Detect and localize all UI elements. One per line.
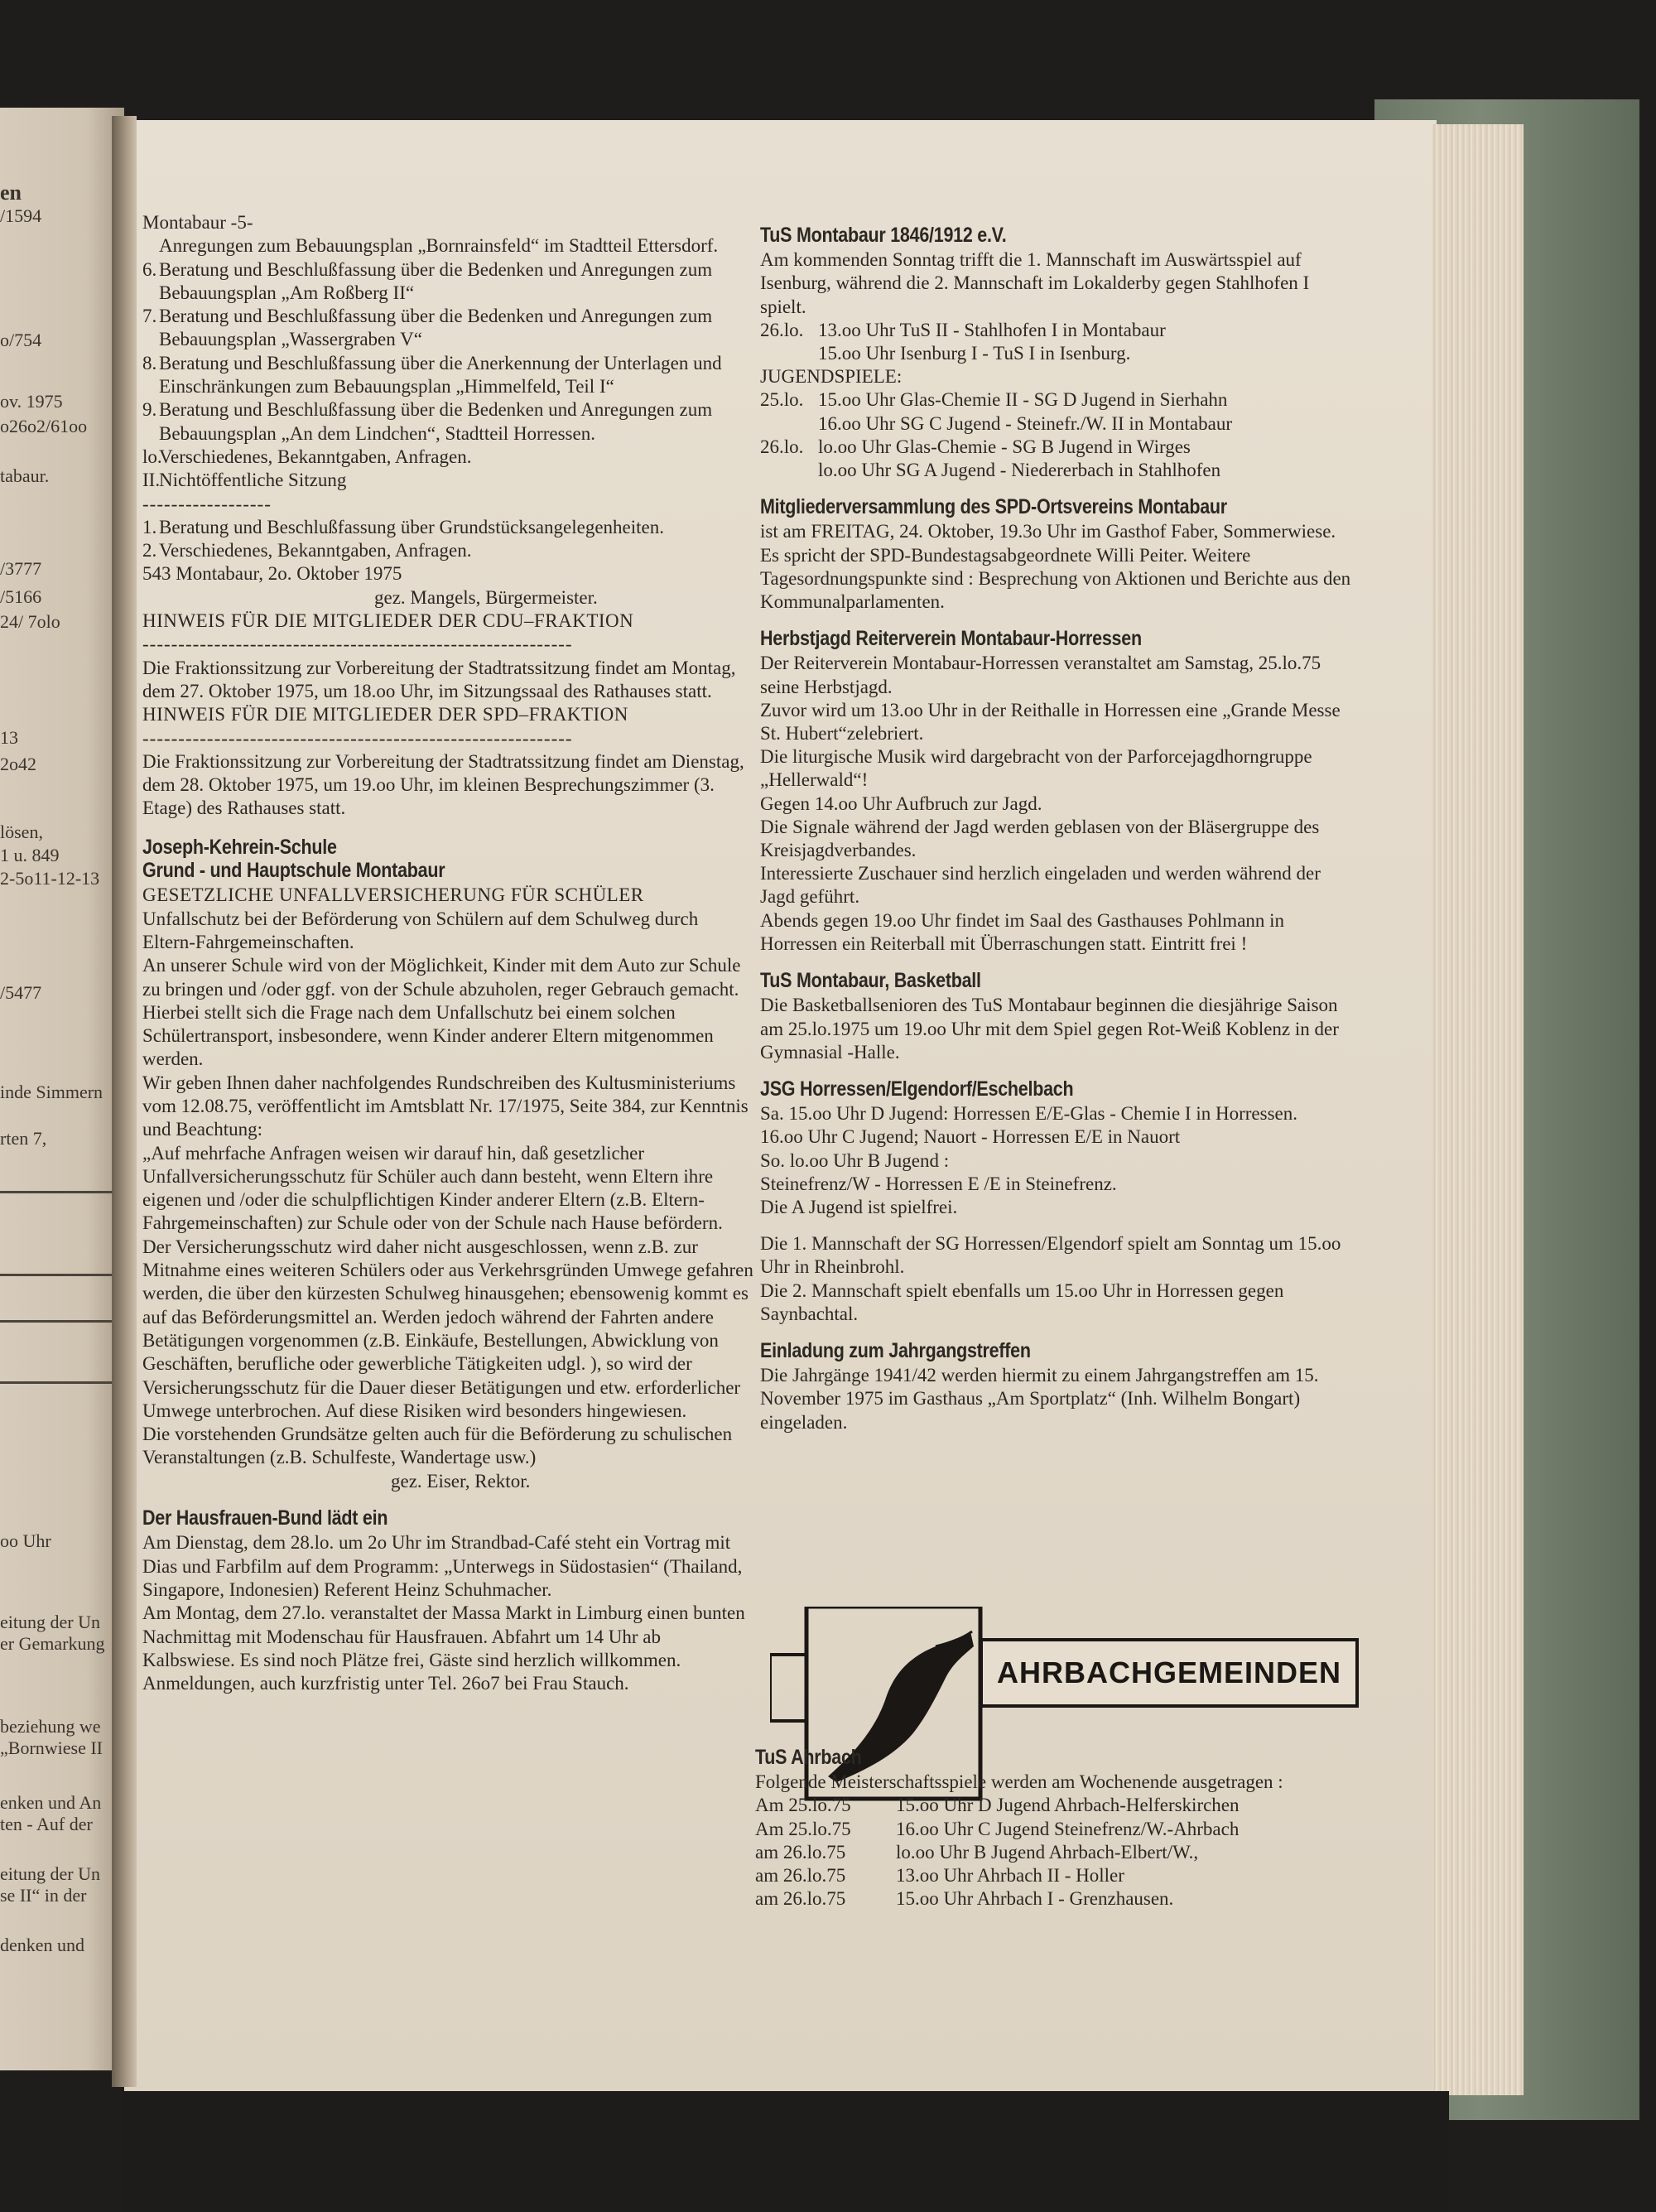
hausfrauen-paragraph: Am Dienstag, dem 28.lo. um 2o Uhr im Strandbad-Café steht ein Vortrag mit Dias und Farbfilm auf dem Programm: „Unterwegs in Südostasien“ (Thailand, Singapore, Indonesien) Referent Heinz Schuhmacher.	[142, 1532, 743, 1600]
schedule-entry: 15.oo Uhr Isenburg I - TuS I in Isenburg.	[818, 343, 1131, 364]
left-fragment: en	[0, 181, 22, 205]
montabaur-agenda	[142, 211, 755, 610]
scan-bottom-border	[124, 2091, 1449, 2212]
herbstjagd-line: Gegen 14.oo Uhr Aufbruch zur Jagd.	[760, 793, 1042, 814]
left-fragment: eitung der Un	[0, 1863, 100, 1884]
cdu-text: Die Fraktionssitzung zur Vorbereitung der Stadtratssitzung findet am Montag, dem 27. Oktober 1975, um 18.oo Uhr, im Sitzungssaal des Rathauses statt.	[142, 657, 736, 701]
jahrgang-title: Einladung zum Jahrgangstreffen	[760, 1338, 1031, 1362]
agenda-page-title: Montabaur -5-	[142, 212, 253, 233]
tus-montabaur-schedule	[760, 319, 1356, 365]
kehrein-paragraph: Wir geben Ihnen daher nachfolgendes Rundschreiben des Kultusministeriums vom 12.08.75, veröffentlicht im Amtsblatt Nr. 17/1975, Seite 384, zur Kenntnis und Beachtung:	[142, 1072, 749, 1140]
tus-montabaur-intro: Am kommenden Sonntag trifft die 1. Mannschaft im Auswärtsspiel auf Isenburg, während die 2. Mannschaft im Lokalderby gegen Stahlhofen I spielt.	[760, 249, 1310, 317]
schedule-date	[760, 412, 810, 436]
left-divider	[0, 1274, 124, 1276]
tus-ahrbach-schedule	[755, 1794, 1351, 1911]
agenda-item-text: Verschiedenes, Bekanntgaben, Anfragen.	[159, 540, 472, 561]
schedule-entry: lo.oo Uhr B Jugend Ahrbach-Elbert/W.,	[896, 1841, 1199, 1863]
tus-montabaur-article	[760, 224, 1356, 482]
jahrgang-text: Die Jahrgänge 1941/42 werden hiermit zu einem Jahrgangstreffen am 15. November 1975 im Gasthaus „Am Sportplatz“ (Inh. Wilhelm Bongart) eingeladen.	[760, 1365, 1319, 1433]
agenda-item	[142, 352, 755, 399]
tus-ahrbach-intro: Folgende Meisterschaftsspiele werden am Wochenende ausgetragen :	[755, 1771, 1283, 1793]
kehrein-article	[142, 836, 755, 1493]
agenda-item	[142, 258, 755, 306]
left-fragment: beziehung we	[0, 1716, 101, 1737]
kehrein-paragraph: Unfallschutz bei der Beförderung von Schülern auf dem Schulweg durch Eltern-Fahrgemeinschaften.	[142, 908, 699, 952]
agenda-item-number: II.	[142, 470, 161, 491]
left-fragment: lösen,	[0, 822, 43, 842]
basketball-article	[760, 969, 1356, 1064]
left-fragment: o/754	[0, 330, 42, 350]
left-fragment: o26o2/61oo	[0, 416, 88, 436]
agenda-item	[142, 446, 755, 469]
herbstjagd-line: Abends gegen 19.oo Uhr findet im Saal des Gasthauses Pohlmann in Horressen ein Reiterball mit Überraschungen statt. Eintritt frei !	[760, 909, 1285, 954]
left-divider	[0, 1320, 124, 1323]
spd-heading: HINWEIS FÜR DIE MITGLIEDER DER SPD–FRAKTION	[142, 704, 628, 725]
left-column	[142, 211, 755, 1695]
kehrein-subtitle-school: Grund - und Hauptschule Montabaur	[142, 859, 445, 883]
agenda-separator: ------------------	[142, 493, 272, 514]
hausfrauen-paragraph: Am Montag, dem 27.lo. veranstaltet der Massa Markt in Limburg einen bunten Nachmittag mit Modenschau für Hausfrauen. Abfahrt um 14 Uhr ab Kalbswiese. Es sind noch Plätze frei, Gäste sind herzlich willkommen. Anmeldungen, auch kurzfristig unter Tel. 26o7 bei Frau Stauch.	[142, 1602, 745, 1694]
left-fragment: 1 u. 849	[0, 845, 60, 865]
left-fragment: se II“ in der	[0, 1885, 87, 1906]
agenda-item-number: 7.	[142, 306, 157, 327]
agenda-place-date: 543 Montabaur, 2o. Oktober 1975	[142, 563, 402, 585]
herbstjagd-line: Die liturgische Musik wird dargebracht von der Parforcejagdhorngruppe „Hellerwald“!	[760, 746, 1312, 791]
agenda-signature: gez. Mangels, Bürgermeister.	[374, 586, 598, 608]
left-fragment: „Bornwiese II	[0, 1737, 104, 1758]
book-gutter	[112, 116, 137, 2087]
left-fragment: tabaur.	[0, 465, 50, 486]
agenda-item	[142, 398, 755, 446]
schedule-entry: 15.oo Uhr D Jugend Ahrbach-Helferskirchen	[896, 1795, 1240, 1816]
spd-underline: ------------------------------------------------------------	[142, 727, 573, 749]
basketball-title: TuS Montabaur, Basketball	[760, 969, 981, 993]
spd-notice	[142, 703, 755, 820]
agenda-item-number: lo.	[142, 446, 162, 467]
cdu-underline: ------------------------------------------------------------	[142, 634, 573, 655]
kehrein-paragraph: Die vorstehenden Grundsätze gelten auch für die Beförderung zu schulischen Veranstaltungen (z.B. Schulfeste, Wandertage usw.)	[142, 1424, 733, 1468]
herbstjagd-line: Der Reiterverein Montabaur-Horressen veranstaltet am Samstag, 25.lo.75 seine Herbstjagd.	[760, 653, 1321, 697]
jsg-line: Steinefrenz/W - Horressen E /E in Steinefrenz.	[760, 1173, 1117, 1194]
schedule-entry: 13.oo Uhr TuS II - Stahlhofen I in Montabaur	[818, 319, 1166, 340]
agenda-item-text: Anregungen zum Bebauungsplan „Bornrainsfeld“ im Stadtteil Ettersdorf.	[159, 235, 719, 257]
agenda-item-number: 1.	[142, 516, 157, 537]
schedule-date: 26.lo.	[760, 436, 804, 457]
tus-ahrbach-article	[755, 1746, 1351, 1911]
herbstjagd-line: Interessierte Zuschauer sind herzlich eingeladen und werden während der Jagd geführt.	[760, 863, 1321, 908]
jsg-line: Die A Jugend ist spielfrei.	[760, 1196, 958, 1217]
agenda-item-number: 8.	[142, 352, 157, 373]
kehrein-title: Joseph-Kehrein-Schule	[142, 835, 337, 859]
schedule-entry: 13.oo Uhr Ahrbach II - Holler	[896, 1865, 1124, 1887]
schedule-date: Am 25.lo.75	[755, 1818, 851, 1839]
youth-schedule	[760, 388, 1356, 482]
schedule-date: Am 25.lo.75	[755, 1795, 851, 1816]
left-fragment: denken und	[0, 1935, 85, 1955]
schedule-date	[760, 459, 810, 482]
kehrein-signature: gez. Eiser, Rektor.	[391, 1470, 531, 1492]
kehrein-paragraph: „Auf mehrfache Anfragen weisen wir darauf hin, daß gesetzlicher Unfallversicherungsschutz für Schüler auch dann besteht, wenn Eltern ihre eigenen und /oder die schulpflichtigen Kinder anderer Eltern (z.B. Eltern-Fahrgemeinschaften) zur Schule oder von der Schule nach Hause befördern.	[142, 1142, 723, 1234]
agenda-item	[142, 305, 755, 352]
left-fragment: ten - Auf der	[0, 1814, 93, 1834]
left-divider	[0, 1381, 124, 1384]
agenda-item-text: Beratung und Beschlußfassung über die Bedenken und Anregungen zum Bebauungsplan „An dem Lindchen“, Stadtteil Horressen.	[159, 399, 713, 444]
jsg-line: So. lo.oo Uhr B Jugend :	[760, 1149, 950, 1171]
agenda-item	[142, 539, 755, 562]
jsg-title: JSG Horressen/Elgendorf/Eschelbach	[760, 1077, 1074, 1101]
agenda-item	[142, 234, 755, 258]
left-page-fragment	[0, 108, 124, 2070]
agenda-item-text: Beratung und Beschlußfassung über Grundstücksangelegenheiten.	[159, 516, 664, 537]
left-fragment: 24/ 7olo	[0, 611, 60, 632]
schedule-date: 25.lo.	[760, 389, 804, 411]
left-fragment: inde Simmern	[0, 1082, 104, 1102]
hausfrauen-title: Der Hausfrauen-Bund lädt ein	[142, 1506, 388, 1530]
right-column	[760, 224, 1356, 1434]
schedule-entry: lo.oo Uhr SG A Jugend - Niedererbach in Stahlhofen	[818, 460, 1221, 481]
kehrein-paragraph: Hierbei stellt sich die Frage nach dem Unfallschutz bei einem solchen Schülertransport, insbesondere, wenn Kinder anderer Eltern mitgenommen werden.	[142, 1001, 714, 1070]
hausfrauen-article	[142, 1506, 755, 1695]
herbstjagd-line: Die Signale während der Jagd werden geblasen von der Bläsergruppe des Kreisjagdverbandes.	[760, 816, 1320, 861]
left-fragment: /3777	[0, 558, 42, 579]
herbstjagd-article	[760, 627, 1356, 956]
agenda-item	[142, 469, 755, 492]
left-fragment: /5166	[0, 586, 42, 607]
spd-meeting-text: ist am FREITAG, 24. Oktober, 19.3o Uhr im Gasthof Faber, Sommerwiese. Es spricht der SPD-Bundestagsabgeordnete Willi Peiter. Weitere Tagesordnungspunkte sind : Besprechung von Aktionen und Berichte aus den Kommunalparlamenten.	[760, 521, 1351, 613]
logo-title: AHRBACHGEMEINDEN	[980, 1638, 1359, 1708]
kehrein-paragraph: Der Versicherungsschutz wird daher nicht ausgeschlossen, wenn z.B. zur Mitnahme eines weiteren Schülers oder aus Verkehrsgründen Umwege gefahren werden, die über den kürzesten Schulweg hinausgehen; ebensowenig kommt es auf das Beförderungsmittel an. Werden jedoch während der Fahrten andere Betätigungen vorgenommen (z.B. Einkäufe, Bestellungen, Abwicklung von Geschäften, berufliche oder gewerbliche Tätigkeiten udgl. ), so wird der Versicherungsschutz für die Dauer dieser Betätigungen und etw. erforderlicher Umwege unterbrochen. Auf diese Risiken wird besonders hingewiesen.	[142, 1236, 753, 1421]
jsg-line: Die 1. Mannschaft der SG Horressen/Elgendorf spielt am Sonntag um 15.oo Uhr in Rheinbrohl.	[760, 1233, 1341, 1278]
schedule-entry: 15.oo Uhr Ahrbach I - Grenzhausen.	[896, 1888, 1174, 1910]
jsg-line: 16.oo Uhr C Jugend; Nauort - Horressen E/E in Nauort	[760, 1126, 1181, 1148]
spd-meeting-article	[760, 495, 1356, 614]
left-fragment: eitung der Un	[0, 1612, 100, 1632]
schedule-entry: 16.oo Uhr C Jugend Steinefrenz/W.-Ahrbach	[896, 1818, 1240, 1839]
jsg-line: Die 2. Mannschaft spielt ebenfalls um 15.oo Uhr in Horressen gegen Saynbachtal.	[760, 1279, 1284, 1324]
spd-text: Die Fraktionssitzung zur Vorbereitung der Stadtratssitzung findet am Dienstag, dem 28. Oktober 1975, um 19.oo Uhr, im kleinen Besprechungszimmer (3. Etage) des Rathauses statt.	[142, 750, 744, 819]
agenda-item-text: Beratung und Beschlußfassung über die Anerkennung der Unterlagen und Einschränkungen zum Bebauungsplan „Himmelfeld, Teil I“	[159, 352, 722, 398]
basketball-text: Die Basketballsenioren des TuS Montabaur beginnen die diesjährige Saison am 25.lo.1975 um 19.oo Uhr mit dem Spiel gegen Rot-Weiß Koblenz in der Gymnasial -Halle.	[760, 995, 1339, 1063]
tus-ahrbach-title: TuS Ahrbach	[755, 1746, 862, 1769]
agenda-item-text: Beratung und Beschlußfassung über die Bedenken und Anregungen zum Bebauungsplan „Wassergraben V“	[159, 306, 713, 350]
left-fragment: rten 7,	[0, 1128, 47, 1149]
cdu-heading: HINWEIS FÜR DIE MITGLIEDER DER CDU–FRAKTION	[142, 610, 634, 632]
left-fragment: enken und An	[0, 1792, 102, 1813]
kehrein-paragraph: An unserer Schule wird von der Möglichkeit, Kinder mit dem Auto zur Schule zu bringen und /oder ggf. von der Schule abzuholen, reger Gebrauch gemacht.	[142, 955, 741, 1000]
left-fragment: oo Uhr	[0, 1530, 51, 1551]
left-fragment: er Gemarkung	[0, 1633, 105, 1654]
left-fragment: ov. 1975	[0, 391, 63, 412]
tus-montabaur-title: TuS Montabaur 1846/1912 e.V.	[760, 224, 1007, 247]
agenda-item-number	[142, 234, 159, 258]
schedule-date: am 26.lo.75	[755, 1888, 846, 1910]
agenda-item-number: 6.	[142, 258, 157, 280]
schedule-date: am 26.lo.75	[755, 1841, 846, 1863]
left-fragment: /5477	[0, 982, 42, 1003]
jsg-article	[760, 1077, 1356, 1326]
left-divider	[0, 1191, 124, 1193]
agenda-item-number: 9.	[142, 399, 157, 421]
jahrgang-article	[760, 1339, 1356, 1434]
herbstjagd-line: Zuvor wird um 13.oo Uhr in der Reithalle in Horressen eine „Grande Messe St. Hubert“zelebriert.	[760, 699, 1341, 745]
left-fragment: 13	[0, 727, 18, 748]
schedule-date: am 26.lo.75	[755, 1865, 846, 1887]
herbstjagd-title: Herbstjagd Reiterverein Montabaur-Horressen	[760, 627, 1142, 651]
schedule-date	[760, 342, 810, 365]
left-fragment: 2o42	[0, 754, 36, 774]
schedule-entry: 15.oo Uhr Glas-Chemie II - SG D Jugend in Sierhahn	[818, 389, 1228, 411]
agenda-item-text: Nichtöffentliche Sitzung	[159, 470, 347, 491]
schedule-entry: lo.oo Uhr Glas-Chemie - SG B Jugend in Wirges	[818, 436, 1191, 457]
spd-meeting-title: Mitgliederversammlung des SPD-Ortsvereins Montabaur	[760, 495, 1227, 519]
schedule-date: 26.lo.	[760, 319, 804, 340]
kehrein-heading: GESETZLICHE UNFALLVERSICHERUNG FÜR SCHÜLER	[142, 884, 644, 906]
agenda-item	[142, 516, 755, 539]
jsg-line: Sa. 15.oo Uhr D Jugend: Horressen E/E-Glas - Chemie I in Horressen.	[760, 1103, 1297, 1125]
left-fragment: 2-5o11-12-13	[0, 868, 100, 889]
agenda-item-number: 2.	[142, 540, 157, 561]
cdu-notice	[142, 610, 755, 703]
left-fragment: /1594	[0, 205, 42, 226]
youth-heading: JUGENDSPIELE:	[760, 366, 903, 388]
schedule-entry: 16.oo Uhr SG C Jugend - Steinefr./W. II in Montabaur	[818, 412, 1232, 434]
agenda-item-text: Verschiedenes, Bekanntgaben, Anfragen.	[159, 446, 472, 467]
agenda-item-text: Beratung und Beschlußfassung über die Bedenken und Anregungen zum Bebauungsplan „Am Roßberg II“	[159, 258, 713, 303]
page-edges	[1432, 124, 1524, 2095]
spacer	[760, 1219, 1356, 1232]
